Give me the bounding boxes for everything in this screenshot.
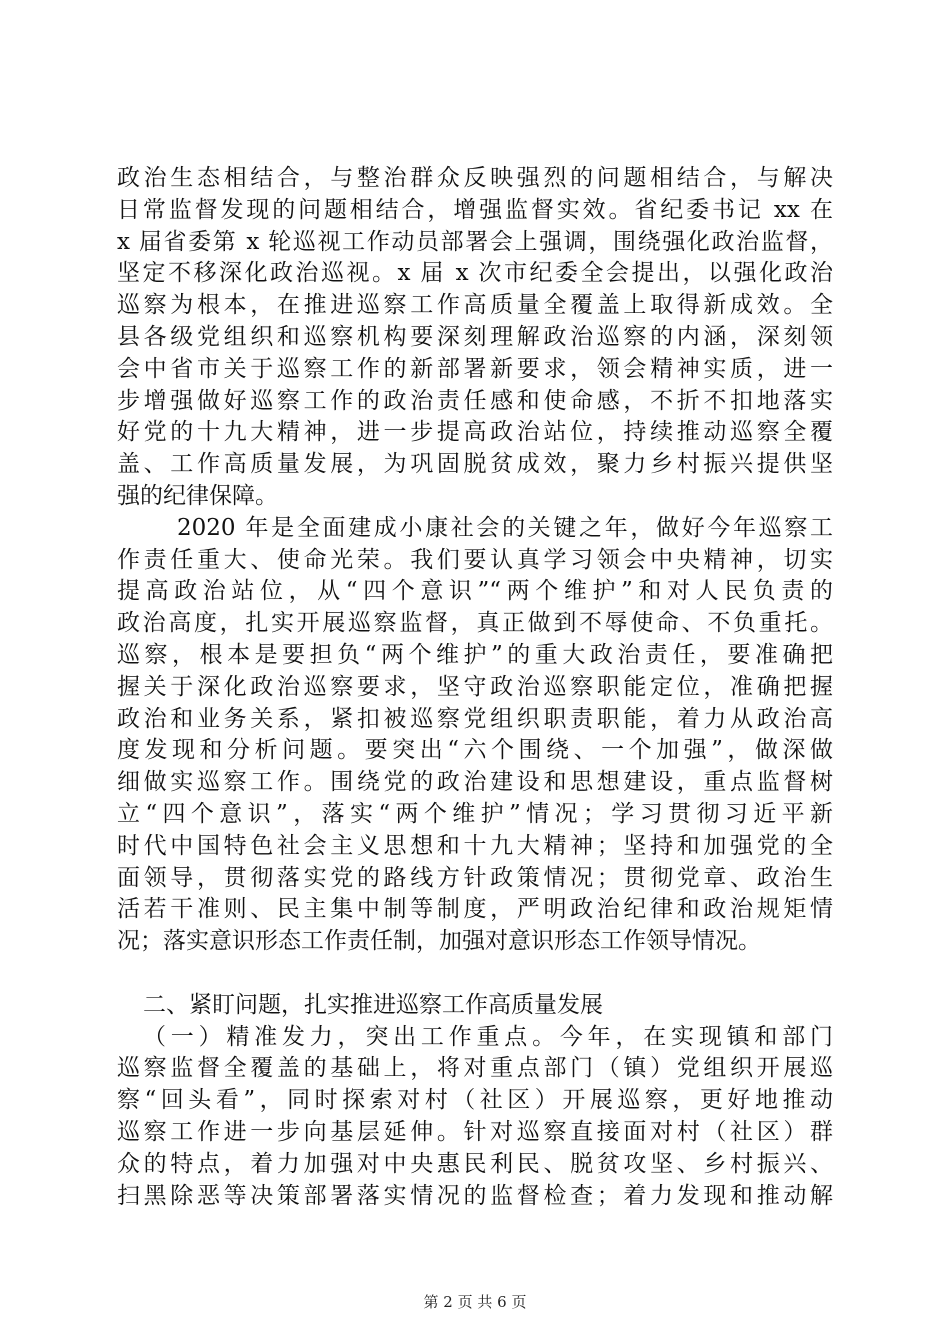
text-line: 好党的十九大精神，进一步提高政治站位，持续推动巡察全覆 bbox=[117, 419, 833, 446]
section-heading: 二、紧盯问题，扎实推进巡察工作高质量发展 bbox=[143, 991, 603, 1018]
text-line: 巡察工作进一步向基层延伸。针对巡察直接面对村（社区）群 bbox=[117, 1118, 833, 1145]
text-line: 察“回头看”，同时探索对村（社区）开展巡察，更好地推动 bbox=[117, 1087, 833, 1114]
text-line: 县各级党组织和巡察机构要深刻理解政治巡察的内涵，深刻领 bbox=[117, 323, 833, 350]
text-line: 政治生态相结合，与整治群众反映强烈的问题相结合，与解决 bbox=[117, 165, 833, 191]
text-line: 政治和业务关系，紧扣被巡察党组织职责职能，着力从政治高 bbox=[117, 705, 833, 732]
text-line: 众的特点，着力加强对中央惠民利民、脱贫攻坚、乡村振兴、 bbox=[117, 1150, 833, 1177]
text-line: 强的纪律保障。 bbox=[117, 482, 278, 509]
text-line: 况；落实意识形态工作责任制，加强对意识形态工作领导情况。 bbox=[117, 928, 761, 955]
text-line: x 届省委第 x 轮巡视工作动员部署会上强调，围绕强化政治监督， bbox=[117, 228, 833, 255]
text-line: 日常监督发现的问题相结合，增强监督实效。省纪委书记 xx 在 bbox=[117, 196, 833, 223]
text-line: （一）精准发力，突出工作重点。今年，在实现镇和部门 bbox=[143, 1023, 833, 1050]
paragraph-1 bbox=[117, 163, 833, 513]
text-line: 扫黑除恶等决策部署落实情况的监督检查；着力发现和推动解 bbox=[117, 1182, 833, 1209]
text-line: 盖、工作高质量发展，为巩固脱贫成效，聚力乡村振兴提供坚 bbox=[117, 451, 833, 478]
text-line: 政治高度，扎实开展巡察监督，真正做到不辱使命、不负重托。 bbox=[117, 610, 833, 637]
text-line: 细做实巡察工作。围绕党的政治建设和思想建设，重点监督树 bbox=[117, 769, 833, 796]
text-line: 立“四个意识”，落实“两个维护”情况；学习贯彻习近平新 bbox=[117, 800, 833, 827]
text-line: 会中省市关于巡察工作的新部署新要求，领会精神实质，进一 bbox=[117, 355, 833, 382]
text-line: 巡察监督全覆盖的基础上，将对重点部门（镇）党组织开展巡 bbox=[117, 1055, 833, 1082]
body-text bbox=[117, 163, 833, 1212]
text-line: 2020 年是全面建成小康社会的关键之年，做好今年巡察工 bbox=[177, 514, 833, 541]
page-number-footer: 第 2 页 共 6 页 bbox=[423, 1293, 527, 1311]
text-line: 面领导，贯彻落实党的路线方针政策情况；贯彻党章、政治生 bbox=[117, 864, 833, 891]
paragraph-2 bbox=[117, 513, 833, 958]
text-line: 坚定不移深化政治巡视。x 届 x 次市纪委全会提出，以强化政治 bbox=[117, 260, 833, 287]
paragraph-3 bbox=[117, 1022, 833, 1213]
text-line: 提高政治站位，从“四个意识”“两个维护”和对人民负责的 bbox=[117, 578, 833, 605]
text-line: 步增强做好巡察工作的政治责任感和使命感，不折不扣地落实 bbox=[117, 387, 833, 414]
text-line: 活若干准则、民主集中制等制度，严明政治纪律和政治规矩情 bbox=[117, 896, 833, 923]
text-line: 度发现和分析问题。要突出“六个围绕、一个加强”，做深做 bbox=[117, 737, 833, 764]
text-line: 作责任重大、使命光荣。我们要认真学习领会中央精神，切实 bbox=[117, 546, 833, 573]
text-line: 时代中国特色社会主义思想和十九大精神；坚持和加强党的全 bbox=[117, 832, 833, 859]
text-line: 巡察为根本，在推进巡察工作高质量全覆盖上取得新成效。全 bbox=[117, 292, 833, 319]
text-line: 巡察，根本是要担负“两个维护”的重大政治责任，要准确把 bbox=[117, 641, 833, 668]
text-line: 握关于深化政治巡察要求，坚守政治巡察职能定位，准确把握 bbox=[117, 673, 833, 700]
blank-line bbox=[117, 958, 833, 990]
